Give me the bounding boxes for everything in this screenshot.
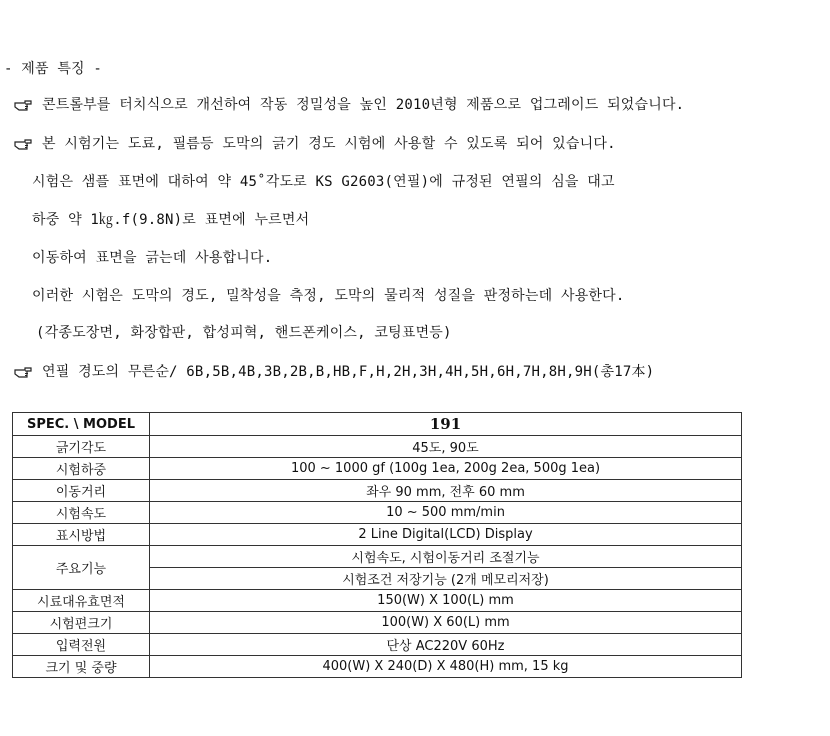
description-line-4: 이러한 시험은 도막의 경도, 밀착성을 측정, 도막의 물리적 성질을 판정하는데 사용한다.: [32, 288, 625, 304]
table-row: [13, 590, 742, 612]
spec-value: 45도, 90도: [150, 436, 742, 458]
spec-value: 좌우 90 mm, 전후 60 mm: [150, 480, 742, 502]
table-row: [13, 612, 742, 634]
spec-label: 입력전원: [13, 634, 150, 656]
pointing-hand-icon: [14, 95, 32, 115]
spec-value: 150(W) X 100(L) mm: [150, 590, 742, 612]
table-row: [13, 524, 742, 546]
table-row: [13, 502, 742, 524]
spec-label: 시험속도: [13, 502, 150, 524]
spec-label: 시험편크기: [13, 612, 150, 634]
spec-label: 크기 및 중량: [13, 656, 150, 678]
spec-value: 단상 AC220V 60Hz: [150, 634, 742, 656]
feature-bullet-1: [14, 95, 684, 115]
spec-value: 10 ~ 500 mm/min: [150, 502, 742, 524]
spec-value: 100(W) X 60(L) mm: [150, 612, 742, 634]
table-row: [13, 656, 742, 678]
spec-value: 2 Line Digital(LCD) Display: [150, 524, 742, 546]
spec-value: 시험조건 저장기능 (2개 메모리저장): [150, 568, 742, 590]
description-line-2: 하중 약 1㎏.f(9.8N)로 표면에 누르면서: [32, 212, 310, 228]
spec-table: [12, 412, 742, 678]
table-row: [13, 458, 742, 480]
spec-label: 이동거리: [13, 480, 150, 502]
spec-label: 긁기각도: [13, 436, 150, 458]
spec-label: 시료대유효면적: [13, 590, 150, 612]
table-row: [13, 480, 742, 502]
table-row: [13, 546, 742, 568]
spec-label: 주요기능: [13, 546, 150, 590]
features-heading: - 제품 특징 -: [4, 61, 103, 77]
spec-model-number: 191: [150, 413, 742, 436]
spec-value: 시험속도, 시험이동거리 조절기능: [150, 546, 742, 568]
description-line-3: 이동하여 표면을 긁는데 사용합니다.: [32, 250, 273, 266]
feature-text: 본 시험기는 도료, 필름등 도막의 긁기 경도 시험에 사용할 수 있도록 되어 있습니다.: [42, 136, 616, 152]
table-row: [13, 634, 742, 656]
table-row: [13, 436, 742, 458]
spec-value: 400(W) X 240(D) X 480(H) mm, 15 kg: [150, 656, 742, 678]
description-line-1: 시험은 샘플 표면에 대하여 약 45˚각도로 KS G2603(연필)에 규정된 연필의 심을 대고: [32, 174, 615, 190]
pointing-hand-icon: [14, 362, 32, 382]
feature-text: 연필 경도의 무른순/ 6B,5B,4B,3B,2B,B,HB,F,H,2H,3H,4H,5H,6H,7H,8H,9H(총17本): [42, 364, 655, 380]
spec-label: 시험하중: [13, 458, 150, 480]
spec-header-label: SPEC. \ MODEL: [13, 413, 150, 436]
feature-bullet-2: [14, 134, 616, 154]
spec-label: 표시방법: [13, 524, 150, 546]
pointing-hand-icon: [14, 134, 32, 154]
description-line-5: (각종도장면, 화장합판, 합성피혁, 핸드폰케이스, 코팅표면등): [36, 325, 452, 341]
feature-bullet-3: [14, 362, 654, 382]
spec-value: 100 ~ 1000 gf (100g 1ea, 200g 2ea, 500g 1ea): [150, 458, 742, 480]
spec-header-row: [13, 413, 742, 436]
feature-text: 콘트롤부를 터치식으로 개선하여 작동 정밀성을 높인 2010년형 제품으로 업그레이드 되었습니다.: [42, 97, 685, 113]
